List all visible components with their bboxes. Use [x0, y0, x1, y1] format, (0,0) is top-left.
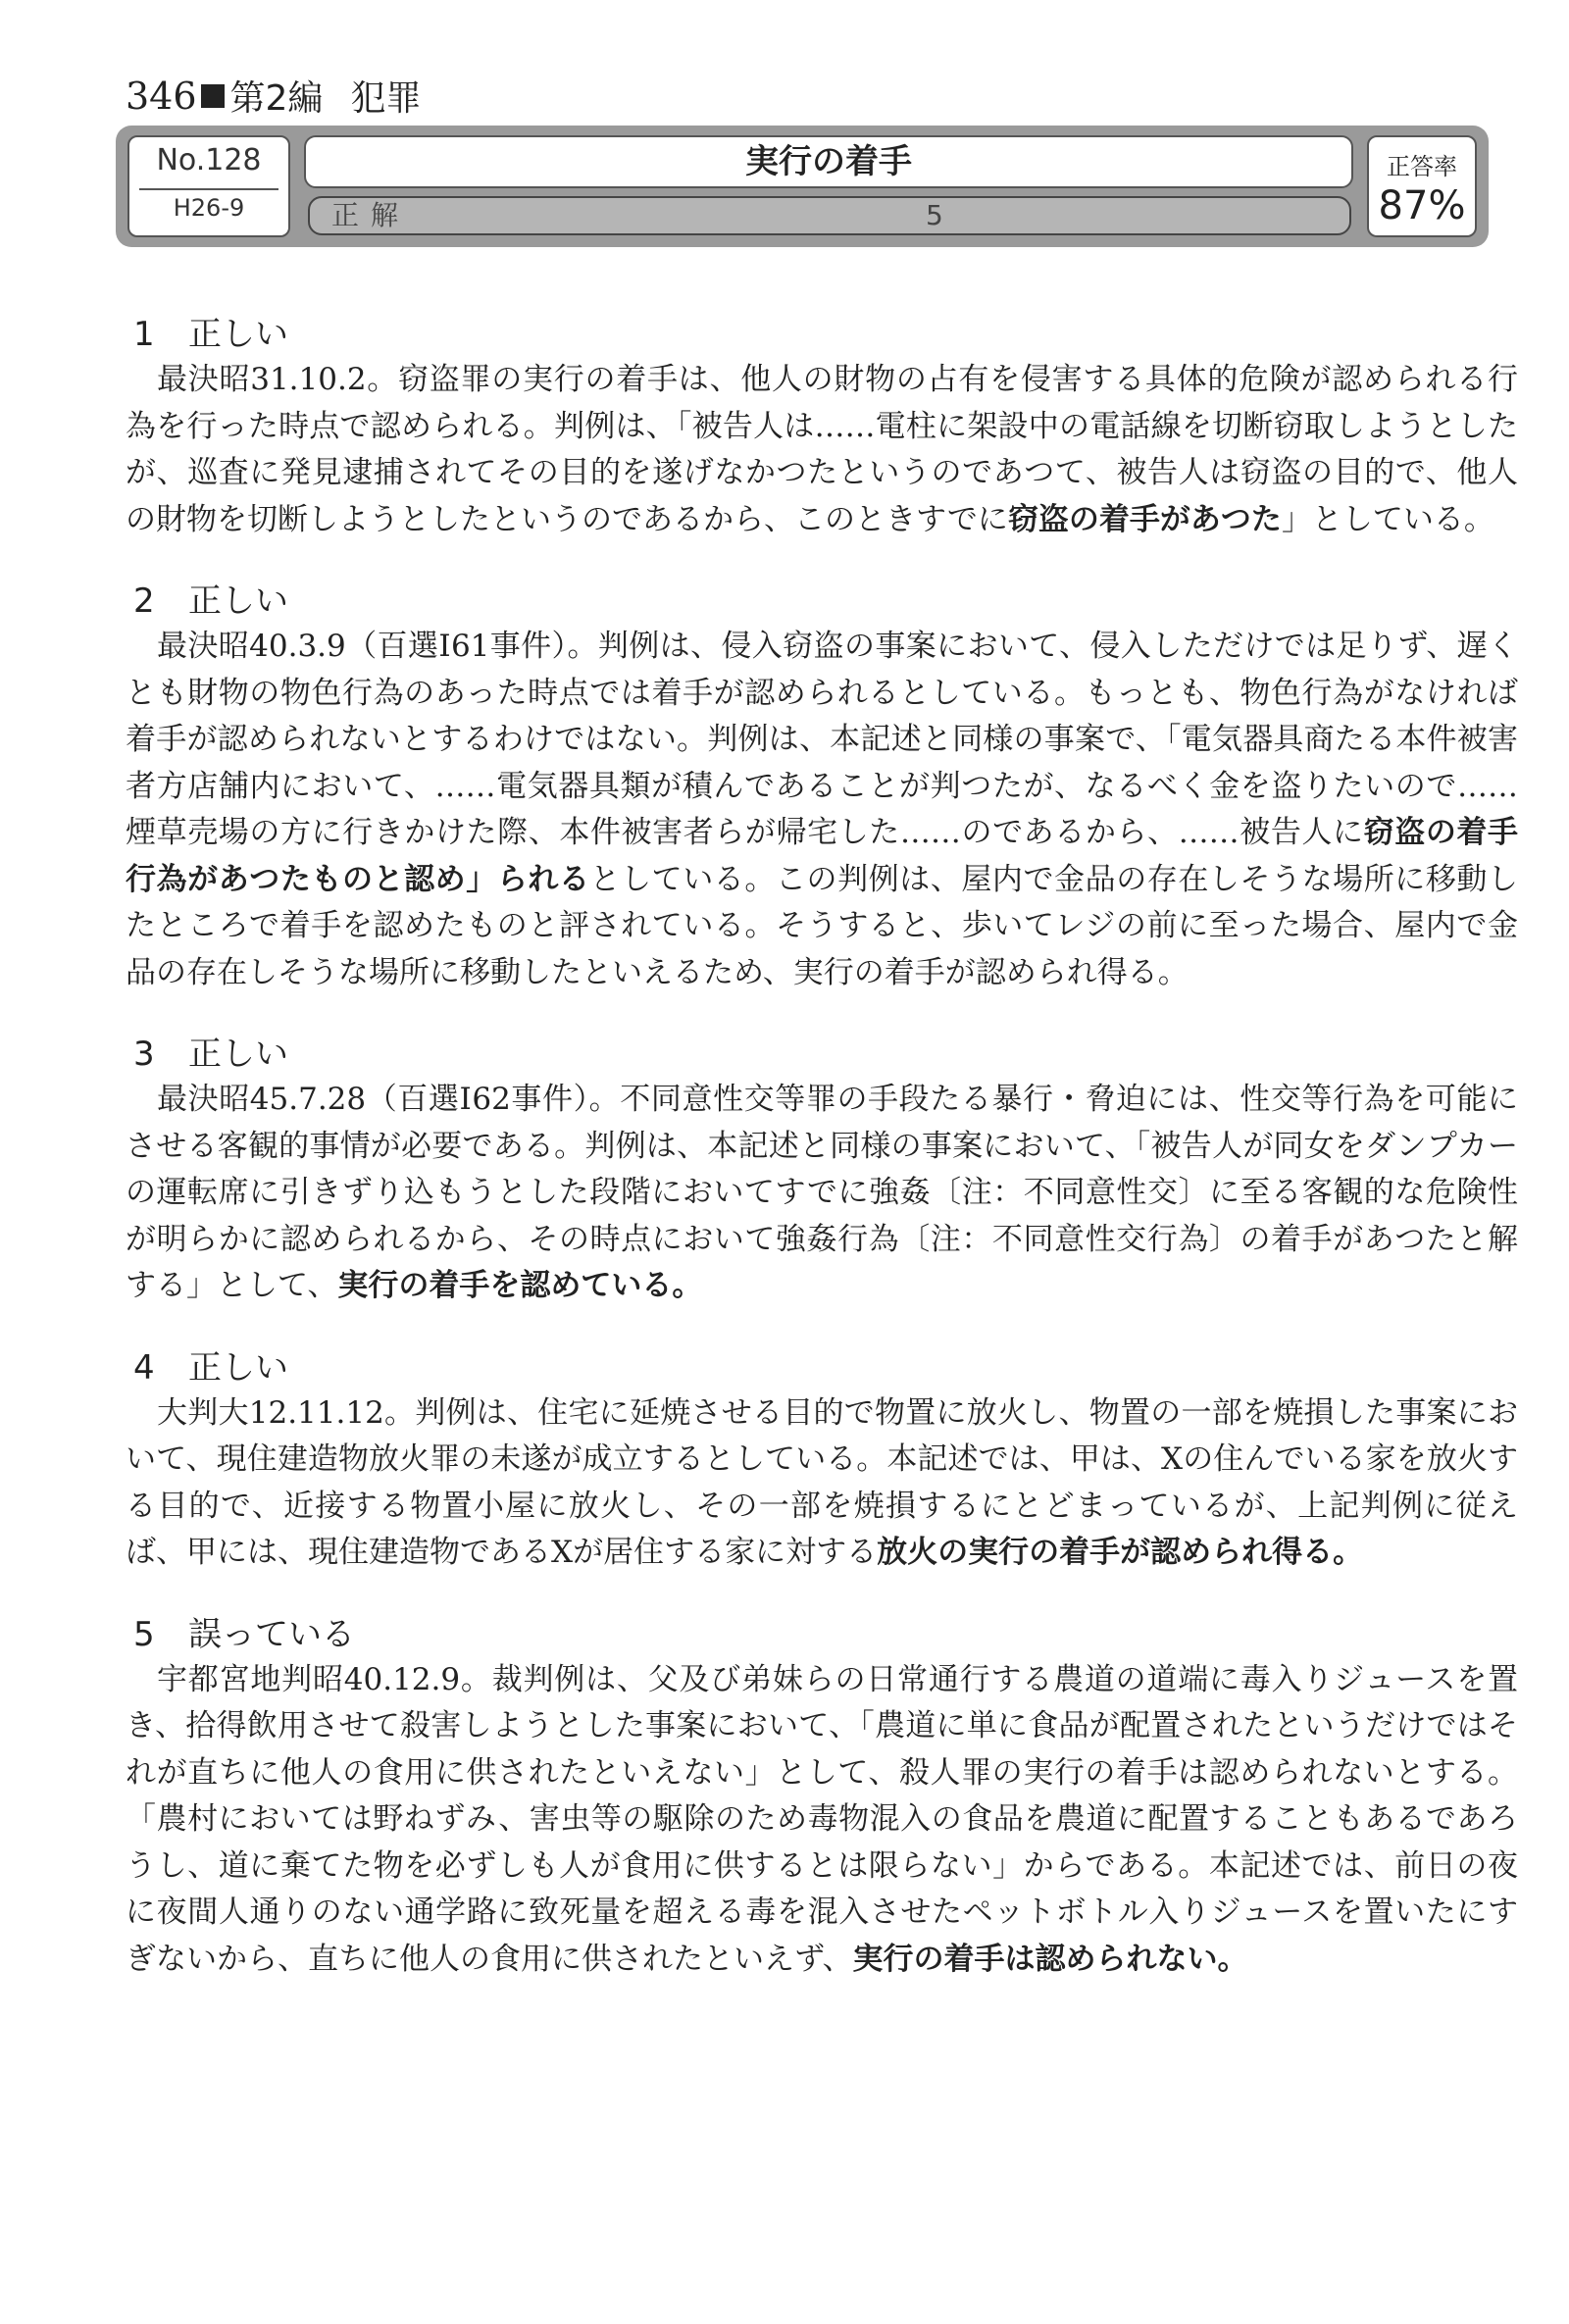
body-text: 最決昭45.7.28（百選Ⅰ62事件）。不同意性交等罪の手段たる暴行・脅迫には、性交等行為を可能にさせる客観的事情が必要である。判例は、本記述と同様の事案において、「被告人が同女をダンプカーの運転席に引きずり込もうとした段階においてすでに強姦〔注：不同意性交〕に至る客観的な危険性が明らかに認められるから、その時点において強姦行為〔注：不同意性交行為〕の着手があつたと解する」として、	[126, 1082, 1518, 1303]
body-text: 大判大12.11.12。判例は、住宅に延焼させる目的で物置に放火し、物置の一部を焼損した事案において、現住建造物放火罪の未遂が成立するとしている。本記述では、甲は、Xの住んでいる家を放火する目的で、近接する物置小屋に放火し、その一部を焼損するにとどまっているが、上記判例に従えば、甲には、現住建造物であるXが居住する家に対する	[126, 1394, 1518, 1570]
correct-rate-value: 87%	[1378, 183, 1466, 228]
question-number: No.128	[156, 143, 262, 177]
question-id-cell	[127, 135, 290, 237]
question-title: 実行の着手	[304, 135, 1353, 188]
item-verdict: 誤っている	[188, 1614, 355, 1654]
item-verdict: 正しい	[188, 1035, 288, 1074]
page-number: 346	[126, 74, 197, 118]
answer-label: 正解	[331, 199, 411, 231]
body-text: としている。この判例は、屋内で金品の存在しそうな場所に移動したところで着手を認めたものと評されている。そうすると、歩いてレジの前に至った場合、屋内で金品の存在しそうな場所に移動したといえるため、実行の着手が認められ得る。	[126, 861, 1519, 990]
item-body	[126, 1657, 1518, 1984]
item-heading	[126, 312, 1518, 357]
question-header-box	[116, 126, 1489, 247]
item-body	[126, 624, 1518, 996]
item-number: 5	[133, 1614, 155, 1654]
item-body	[126, 1390, 1518, 1577]
emphasis-text: 窃盗の着手行為があつたものと認め」られる	[126, 815, 1519, 897]
part-label: 第2編	[229, 78, 324, 119]
square-bullet-icon	[201, 84, 225, 108]
item-number: 1	[133, 315, 155, 354]
correct-rate-cell	[1367, 135, 1477, 237]
item-heading	[126, 1612, 1518, 1657]
explanation-item	[126, 1345, 1518, 1577]
explanation-content	[126, 312, 1518, 2018]
emphasis-text: 実行の着手を認めている。	[337, 1268, 703, 1303]
correct-rate-label: 正答率	[1387, 153, 1457, 180]
item-number: 2	[133, 581, 155, 621]
answer-value: 5	[926, 199, 943, 231]
part-title: 犯罪	[350, 78, 422, 119]
item-verdict: 正しい	[188, 315, 288, 354]
emphasis-text: 放火の実行の着手が認められ得る。	[877, 1535, 1364, 1570]
emphasis-text: 窃盗の着手があつた	[1007, 501, 1282, 537]
item-verdict: 正しい	[188, 1347, 288, 1388]
answer-bar	[308, 196, 1351, 235]
divider	[139, 188, 278, 190]
item-verdict: 正しい	[188, 581, 288, 621]
item-number: 3	[133, 1035, 155, 1074]
body-text: 宇都宮地判昭40.12.9。裁判例は、父及び弟妹らの日常通行する農道の道端に毒入りジュースを置き、拾得飲用させて殺害しようとした事案において、「農道に単に食品が配置されたというだけではそれが直ちに他人の食用に供されたといえない」として、殺人罪の実行の着手は認められないとする。「農村においては野ねずみ、害虫等の駆除のため毒物混入の食品を農道に配置することもあるであろうし、道に棄てた物を必ずしも人が食用に供するとは限らない」からである。本記述では、前日の夜に夜間人通りのない通学路に致死量を超える毒を混入させたペットボトル入りジュースを置いたにすぎないから、直ちに他人の食用に供されたといえず、	[126, 1661, 1518, 1977]
question-year-code: H26-9	[173, 194, 245, 222]
item-heading	[126, 1345, 1518, 1390]
item-body	[126, 1077, 1518, 1310]
emphasis-text: 実行の着手は認められない。	[852, 1941, 1248, 1977]
body-text: 最決昭40.3.9（百選Ⅰ61事件）。判例は、侵入窃盗の事案において、侵入しただけでは足りず、遅くとも財物の物色行為のあった時点では着手が認められるとしている。もっとも、物色行為がなければ着手が認められないとするわけではない。判例は、本記述と同様の事案で、「電気器具商たる本件被害者方店舗内において、……電気器具類が積んであることが判つたが、なるべく金を盗りたいので……煙草売場の方に行きかけた際、本件被害者らが帰宅した……のであるから、……被告人に	[126, 629, 1519, 850]
item-number: 4	[133, 1347, 155, 1388]
body-text: 最決昭31.10.2。窃盗罪の実行の着手は、他人の財物の占有を侵害する具体的危険が認められる行為を行った時点で認められる。判例は、「被告人は……電柱に架設中の電話線を切断窃取しようとしたが、巡査に発見逮捕されてその目的を遂げなかつたというのであつて、被告人は窃盗の目的で、他人の財物を切断しようとしたというのであるから、このときすでに	[126, 362, 1518, 537]
body-text: 」としている。	[1281, 501, 1494, 537]
item-heading	[126, 1032, 1518, 1077]
explanation-item	[126, 312, 1518, 543]
explanation-item	[126, 579, 1518, 996]
explanation-item	[126, 1612, 1518, 1984]
item-heading	[126, 579, 1518, 624]
item-body	[126, 357, 1518, 543]
page-header	[126, 71, 421, 121]
explanation-item	[126, 1032, 1518, 1310]
